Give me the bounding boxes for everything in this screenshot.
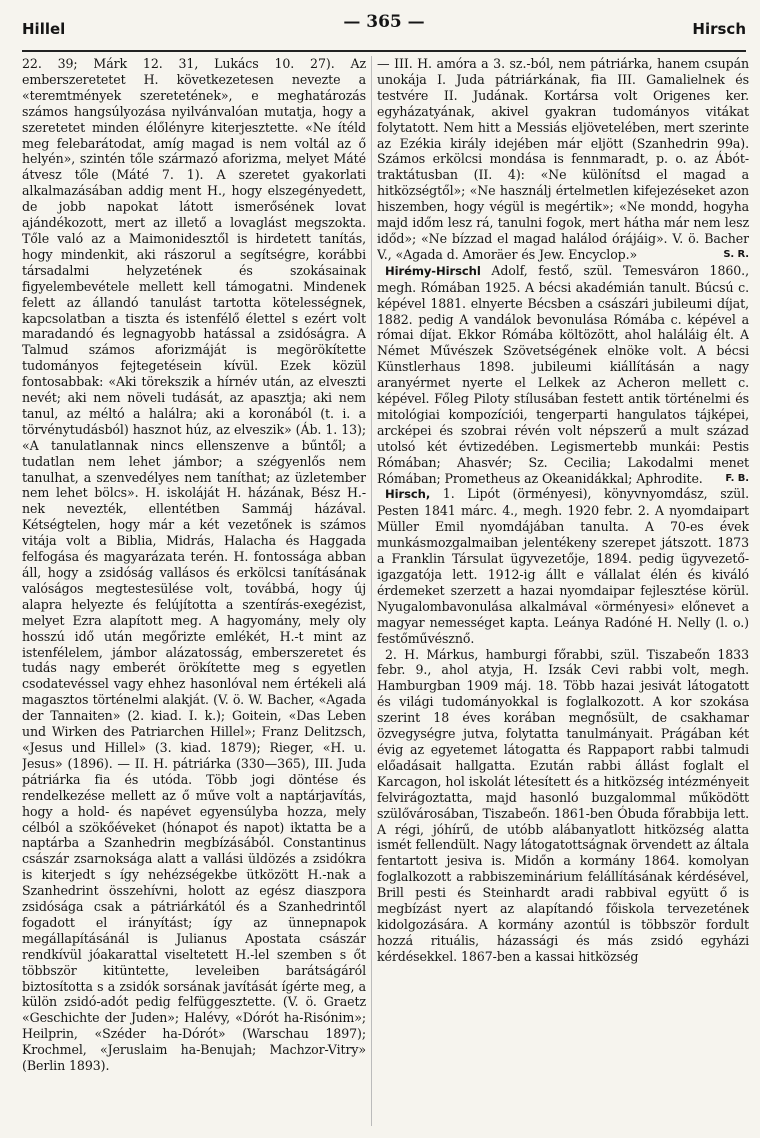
entry-text: Adolf, festő, szül. Temesváron 1860., megh. Rómában 1925. A bécsi akadémián tanult. Búcsú c. képével 1881. elnyerte Bécsben a császári jubileumi díjat, 1882. pedig A vandálok bevonulása Rómába c. képével a római díjat. Ekkor Rómába költözött, ahol haláláig élt. A Német Művészek Szövetségének elnöke volt. A bécsi Künstlerhaus 1898. jubileumi kiállításán a nagy aranyérmet nyerte el Lelkek az Acheron mellett c. képével. Főleg Piloty stílusában festett antik történelmi és mitológiai kompozíciói, tengerparti hangulatos tájképei, arcképei és szobrai révén volt népszerű a mult század utolsó két évtizedében. Legismertebb munkái: Pestis Rómában; Ahasvér; Sz. Cecilia; Lakodalmi menet Rómában; Prometheus az Okeanidákkal; Aphrodite.	[377, 262, 749, 486]
entry-hiremy-hirschl	[377, 263, 749, 487]
header-rule	[22, 50, 746, 52]
entry-hillel-iii-text: — III. H. amóra a 3. sz.-ból, nem pátriárka, hanem csupán unokája I. Juda pátriárkának, fia III. Gamalielnek és testvére II. Judának. Kortársa volt Origenes ker. egyházatyának, akivel gyakran tudományos vitákat folytatott. Nem hitt a Messiás eljövetelében, mert szerinte az Ezékia király idejében már eljött (Szanhedrin 99a). Számos erkölcsi mondása is fennmaradt, p. o. az Ábót-traktátusban (II. 4): «Ne különítsd el magad a hitközségtől»; «Ne használj értelmetlen kifejezéseket azon hiszemben, hogy végül is megértik»; «Ne mondd, hogyha majd időm lesz rá, tanulni fogok, mert hátha már nem lesz időd»; «Ne bízzad el magad halálod órájáig». V. ö. Bacher V., «Agada d. Amoräer és Jew. Encyclop.»	[377, 56, 749, 262]
entry-hillel-iii	[377, 56, 749, 263]
author-signature: S. R.	[723, 248, 749, 260]
header-right-keyword: Hirsch	[692, 20, 746, 38]
entry-text: 1. Lipót (örményesi), könyvnyomdász, szül. Pesten 1841 márc. 4., megh. 1920 febr. 2. A nyomdaipart Müller Emil nyomdájában tanulta. A 70-es évek munkásmozgalmaiban jelentékeny szerepet játszott. 1873 a Franklin Társulat ügyvezetője, 1894. pedig ügyvezető-igazgatója lett. 1912-ig állt e vállalat élén és kiváló érdemeket szerzett a hazai nyomdaipar fejlesztése körül. Nyugalombavonulása alkalmával «örményesi» előnevet a magyar nemességet kapta. Leánya Radóné H. Nelly (l. o.) festőművésznő.	[377, 486, 749, 646]
column-divider	[371, 56, 372, 1126]
header-left-keyword: Hillel	[22, 20, 66, 38]
entry-text: 2. H. Márkus, hamburgi főrabbi, szül. Tiszabeőn 1833 febr. 9., ahol atyja, H. Izsák Cevi rabbi volt, megh. Hamburgban 1909 máj. 18. Több hazai jesivát látogatott és világi tudományokkal is foglalkozott. A kor szokása szerint 18 éves korában megnősült, de csakhamar özvegységre jutva, folytatta tanulmányait. Prágában két évig az egyetemet látogatta és Rappaport rabbi talmudi előadásait hallgatta. Ezután rabbi állást foglalt el Karcagon, hol iskolát létesített és a hitközség intézményeit felvirágoztatta, majd hasonló buzgalommal működött szülővárosában, Tiszabeőn. 1861-ben Óbuda főrabbija lett. A régi, jóhírű, de utóbb alábanyatlott hitközség alatta ismét fellendült. Nagy látogatottságnak örvendett az általa fentartott jesiva is. Midőn a kormány 1864. komolyan foglalkozott a rabbiszeminárium felállításának kérdésével, Brill pesti és Steinhardt aradi rabbival együtt ő is megbízást nyert az alapítandó főiskola tervezetének kidolgozására. A kormány azontúl is többször fordult hozzá rituális, házassági és más zsidó egyházi kérdésekkel. 1867-ben a kassai hitközség	[377, 646, 749, 964]
right-column	[377, 56, 749, 1134]
left-column-text: 22. 39; Márk 12. 31, Lukács 10. 27). Az emberszeretetet H. következetesen nevezte a «teremtmények szeretetének», e meghatározás számos hangsúlyozása nyilvánvalóan mutatja, hogy a szeretetet minden élőlényre kiterjesztette. «Ne ítéld meg felebarátodat, amíg magad is nem voltál az ő helyén», szintén tőle származó aforizma, melyet Máté átvesz tőle (Máté 7. 1). A szeretet gyakorlati alkalmazásában addig ment H., hogy elszegényedett, de jobb napokat látott ismerősének lovat ajándékozott, mert az illető a lovaglást megszokta. Tőle való az a Maimonidesztől is hirdetett tanítás, hogy mindenkit, aki rászorul a segítségre, korábbi társadalmi helyzetének és szokásainak figyelembevétele mellett kell támogatni. Mindenek felett az állandó tanulást tartotta kötelességnek, kapcsolatban a tiszta és istenfélő élettel s ezért volt maradandó és legnagyobb hatással a zsidóságra. A Talmud számos aforizmáját is megörökítette tudományos fejtegetésein kívül. Ezek közül fontosabbak: «Aki törekszik a hírnév után, az elveszti nevét; aki nem növeli tudását, az apasztja; aki nem tanul, az méltó a halálra; aki a koronából (t. i. a törvénytudásból) hasznot húz, az elveszik» (Áb. 1. 13); «A tanulatlannak nincs ellenszenve a bűntől; a tudatlan nem lehet jámbor; a szégyenlős nem tanulhat, a szenvedélyes nem taníthat; az üzletember nem lehet bölcs». H. iskoláját H. házának, Bész H.-nek nevezték, ellentétben Sammáj házával. Kétségtelen, hogy már a két vezetőnek is számos vitája volt a Biblia, Midrás, Halacha és Haggada felfogása és magyarázata terén. H. fontossága abban áll, hogy a zsidóság vallásos és erkölcsi tanításának valóságos megtestesülése volt, továbbá, hogy új alapra helyezte és felújította a szentírás-exegézist, melyet Ezra alapított meg. A hagyomány, mely oly hosszú idő után megőrizte emlékét, H.-t mint az istenfélelem, jámbor alázatosság, emberszeretet és tudás nagy emberét örökítette meg s egyetlen csodatevéssel vagy ehhez hasonlóval nem értékeli alá magasztos történelmi alakját. (V. ö. W. Bacher, «Agada der Tannaiten» (2. kiad. I. k.); Goitein, «Das Leben und Wirken des Patriarchen Hillel»; Franz Delitzsch, «Jesus und Hillel» (3. kiad. 1879); Rieger, «H. u. Jesus» (1896). — II. H. pátriárka (330—365), III. Juda pátriárka fia és utóda. Több jogi döntése és rendelkezése mellett az ő műve volt a naptárjavítás, hogy a hold- és napévet egyensúlyba hozza, mely célból a szökőéveket (hónapot és napot) iktatta be a naptárba a Szanhedrin megbízásából. Constantinus császár zsarnoksága alatt a vallási üldözés a zsidókra is kiterjedt s így nehézségekbe ütközött H.-nak a Szanhedrint összehívni, holott az egész diaszpora zsidósága csak a pátriárkától és a Szanhedrintől fogadott el irányítást; így az ünnepnapok megállapításánál is Julianus Apostata császár rendkívül jóakarattal viseltetett H.-lel szemben s őt többször kitüntette, leveleiben barátságáról biztosította s a zsidók sorsának javítását ígérte meg, a külön zsidó-adót pedig felfüggesztette. (V. ö. Graetz «Geschichte der Juden»; Halévy, «Dórót ha-Risónim»; Heilprin, «Széder ha-Dórót» (Warschau 1897); Krochmel, «Jeruslaim ha-Benujah; Machzor-Vitry» (Berlin 1893).	[22, 56, 366, 1074]
entry-headword: Hirsch,	[385, 487, 431, 502]
entry-hirsch-markus	[377, 647, 749, 965]
left-column	[22, 56, 366, 1134]
running-header	[22, 10, 746, 38]
entry-hirsch	[377, 486, 749, 646]
entry-headword: Hirémy-Hirschl	[385, 263, 481, 278]
author-signature: F. B.	[725, 472, 749, 484]
page-number: — 365 —	[343, 12, 425, 32]
